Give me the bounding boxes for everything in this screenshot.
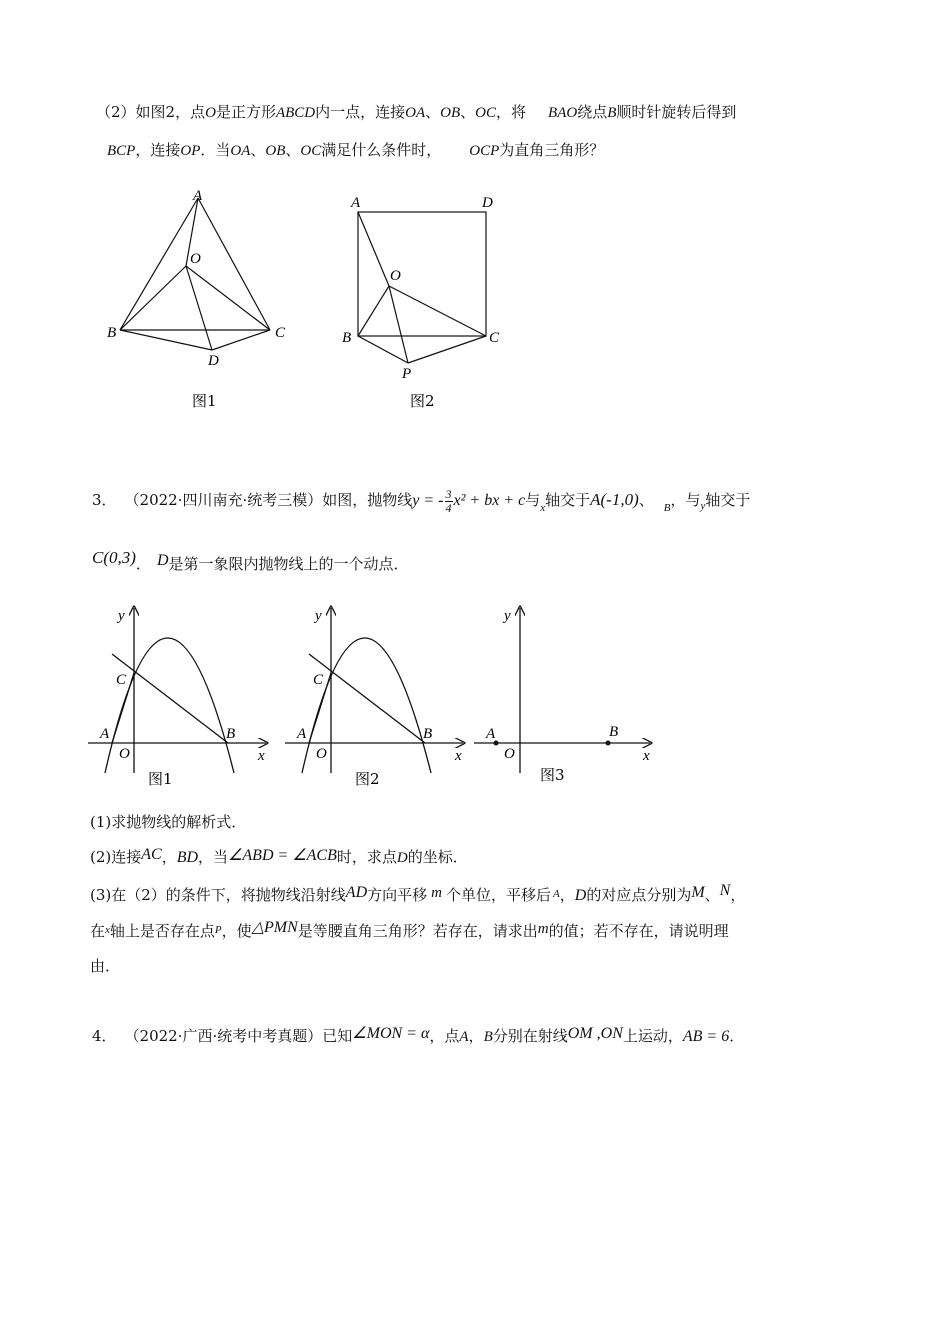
eq-fraction — [445, 488, 453, 515]
math-m: m — [431, 885, 442, 901]
axis-x: x — [455, 748, 462, 764]
text: （2022·广西·统考中考真题）已知 — [124, 1027, 353, 1045]
text: 内一点，连接 — [315, 103, 406, 121]
fig2-caption: 图2 — [410, 392, 435, 410]
text: (2)连接 — [90, 848, 142, 866]
axis-y: y — [315, 608, 322, 624]
text: 是等腰直角三角形？若存在，请求出 — [297, 922, 538, 940]
eq-rest: x² + bx + c — [453, 492, 526, 509]
math-A: A — [553, 888, 560, 900]
fig1-caption: 图1 — [192, 392, 217, 410]
geometry-figure-1 — [100, 180, 310, 420]
math-OA: OA — [405, 105, 426, 121]
math-OP: OP — [180, 143, 201, 159]
text: 、 — [285, 141, 301, 159]
label-A: A — [100, 726, 110, 742]
math-x: x — [540, 502, 546, 514]
text: 绕点 — [577, 103, 608, 121]
label-O: O — [119, 746, 130, 762]
text: 个单位，平移后 — [445, 886, 551, 904]
q3-part-3-end — [90, 956, 120, 976]
label-A: A — [351, 195, 361, 211]
math-D: D — [396, 850, 408, 866]
text: 、 — [638, 491, 654, 509]
math-D: D — [156, 552, 169, 569]
math-x: x — [105, 924, 110, 936]
label-P: P — [402, 366, 412, 382]
text: 顺时针旋转后得到 — [616, 103, 737, 121]
math-BCP: BCP — [107, 143, 136, 159]
text: 、 — [460, 103, 476, 121]
text: 在 — [90, 922, 106, 940]
q2-line-1 — [96, 102, 736, 123]
math-O: O — [205, 105, 216, 121]
label-D: D — [208, 353, 219, 369]
point-B-dot — [606, 741, 611, 746]
q3-line-2 — [92, 543, 409, 573]
math-y: y — [700, 500, 706, 512]
math-P: P — [214, 924, 222, 936]
text: 上运动， — [622, 1027, 683, 1045]
math-m: m — [537, 921, 549, 937]
math-OB: OB — [440, 105, 461, 121]
text: 是正方形 — [215, 103, 276, 121]
q3-part-2 — [90, 845, 468, 867]
text: ， — [468, 1027, 484, 1045]
text: ．当 — [200, 141, 231, 159]
text: 时，求点 — [336, 848, 397, 866]
math-B: B — [607, 105, 617, 121]
label-A: A — [193, 188, 203, 204]
q3-part-3 — [90, 881, 745, 903]
math-BAO: BAO — [548, 105, 578, 121]
label-O: O — [190, 251, 201, 267]
label-C: C — [313, 672, 324, 688]
text: 轴上是否存在点 — [109, 922, 215, 940]
math-N: N — [719, 882, 731, 899]
question-number: 4． — [92, 1027, 117, 1045]
label-B: B — [609, 724, 619, 740]
axis-x: x — [258, 748, 265, 764]
q3-part-1 — [90, 812, 246, 832]
text: ，当 — [198, 848, 229, 866]
math-M: M — [691, 884, 705, 901]
q3-figure-3 — [470, 598, 660, 798]
text: 满足什么条件时， — [321, 141, 442, 159]
text: ，使 — [221, 922, 252, 940]
label-O: O — [316, 746, 327, 762]
q4-line-1 — [92, 1024, 744, 1046]
label-O: O — [504, 746, 515, 762]
text: (1)求抛物线的解析式． — [90, 813, 247, 831]
text: 分别在射线 — [492, 1027, 568, 1045]
q3-figure-1 — [88, 598, 278, 798]
text: 方向平移 — [367, 886, 428, 904]
math-BD: BD — [176, 849, 199, 866]
axis-y: y — [504, 608, 511, 624]
text: 的对应点分别为 — [586, 886, 692, 904]
label-C: C — [275, 325, 286, 341]
label-C: C — [116, 672, 127, 688]
q3-figure-2 — [285, 598, 475, 798]
text: 轴交于 — [705, 491, 751, 509]
text: 轴交于 — [545, 491, 591, 509]
math-triangle-PMN: △PMN — [251, 919, 298, 936]
text: ， — [730, 886, 746, 904]
text: ， — [559, 886, 575, 904]
text: ， — [161, 848, 177, 866]
label-B: B — [342, 330, 352, 346]
text: ． — [729, 1027, 745, 1045]
text: ，与 — [670, 491, 701, 509]
math-ABCD: ABCD — [275, 105, 316, 121]
label-D: D — [482, 195, 493, 211]
math-D: D — [574, 887, 587, 904]
text: 、 — [704, 886, 720, 904]
math-angle-cond: ∠ABD = ∠ACB — [228, 847, 337, 864]
math-angle-MON: ∠MON = α — [352, 1025, 430, 1042]
text: ，点 — [429, 1027, 460, 1045]
q3-line-1 — [92, 480, 750, 520]
math-rays: OM ,ON — [567, 1025, 623, 1042]
label-B: B — [423, 726, 433, 742]
text: ，连接 — [135, 141, 181, 159]
label-O: O — [390, 268, 401, 284]
q2-line-2 — [107, 140, 604, 161]
text: 的值；若不存在，请说明理 — [548, 922, 729, 940]
math-OC: OC — [300, 143, 322, 159]
label-A: A — [297, 726, 307, 742]
axis-y: y — [118, 608, 125, 624]
label-A: A — [486, 726, 496, 742]
eq-y: y = - — [412, 492, 444, 509]
math-OCP: OCP — [469, 143, 500, 159]
text: 、 — [250, 141, 266, 159]
geometry-figure-2 — [335, 180, 515, 420]
math-AC: AC — [141, 846, 162, 863]
text: 、 — [425, 103, 441, 121]
label-B: B — [226, 726, 236, 742]
fig-caption: 图2 — [355, 770, 380, 788]
text: (3)在（2）的条件下，将抛物线沿射线 — [90, 886, 346, 904]
math-AD: AD — [345, 884, 368, 901]
frac-num: 3 — [445, 486, 452, 501]
text: ，将 — [496, 103, 527, 121]
label-B: B — [107, 325, 117, 341]
text: 由． — [90, 957, 121, 975]
point-C: C(0,3) — [92, 548, 136, 567]
label-C: C — [489, 330, 500, 346]
text: 是第一象限内抛物线上的一个动点． — [168, 555, 409, 573]
q3-part-3-cont — [90, 918, 729, 940]
fig-caption: 图1 — [148, 770, 173, 788]
math-OA: OA — [230, 143, 251, 159]
axis-x: x — [643, 748, 650, 764]
text: （2022·四川南充·统考三模）如图，抛物线 — [124, 491, 413, 509]
text: 与 — [525, 491, 541, 509]
math-B: B — [483, 1029, 493, 1045]
text: 的坐标． — [407, 848, 468, 866]
math-A: A — [459, 1029, 469, 1045]
text: ． — [135, 555, 151, 573]
text: （2）如图2，点 — [96, 103, 206, 121]
frac-den: 4 — [445, 500, 452, 515]
math-OB: OB — [265, 143, 286, 159]
question-number: 3． — [92, 491, 117, 509]
math-OC: OC — [475, 105, 497, 121]
text: 为直角三角形？ — [499, 141, 605, 159]
math-AB: AB = 6 — [682, 1028, 730, 1045]
math-B: B — [663, 502, 671, 514]
point-A: A(-1,0) — [590, 490, 639, 509]
fig-caption: 图3 — [540, 766, 565, 784]
